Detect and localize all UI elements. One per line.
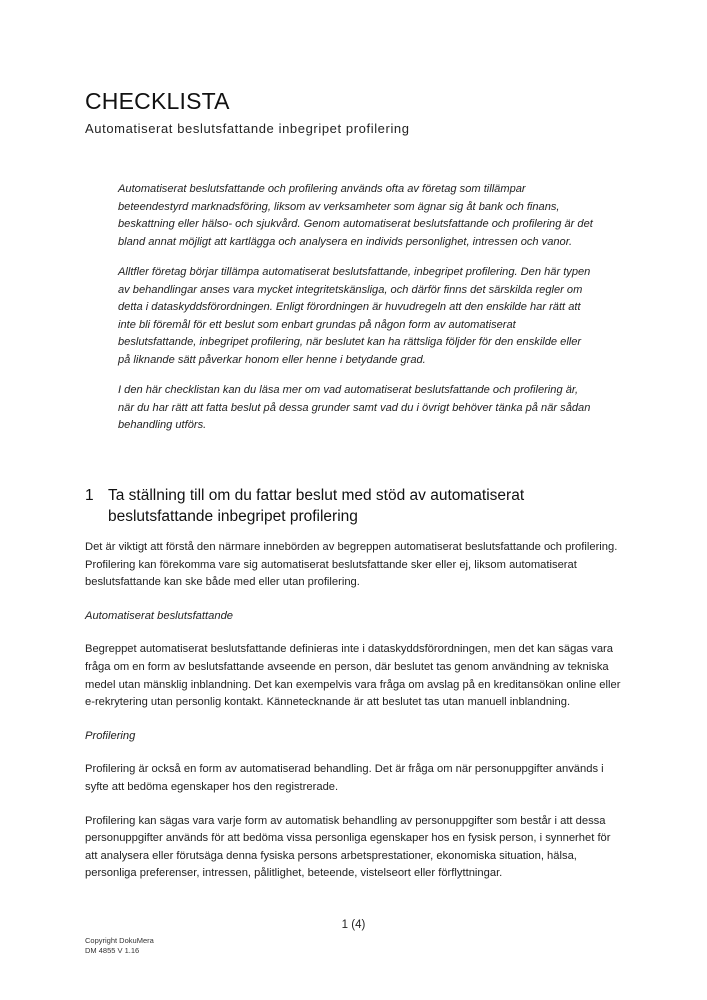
subheading-automatiserat: Automatiserat beslutsfattande [85, 609, 234, 622]
intro-paragraph-1: Automatiserat beslutsfattande och profilering används ofta av företag som tillämpar beteendestyrd marknadsföring, liksom av verksamheter som ägnar sig åt bank och finans, beskattning eller hälso- och sjukvård. Genom automatiserat beslutsfattande och profilering är det bland annat möjligt att kartlägga och analysera en individs personlighet, intressen och vanor. [118, 183, 593, 248]
footer-copyright: Copyright DokuMera [85, 936, 154, 945]
page-subtitle: Automatiserat beslutsfattande inbegripet profilering [85, 121, 410, 136]
section-1-heading [85, 485, 625, 527]
section-1-body [85, 539, 625, 883]
intro-paragraph-2: Alltfler företag börjar tillämpa automatiserat beslutsfattande, inbegripet profilering. Den här typen av behandlingar anses vara mycket integritetskänsliga, och därför finns det särskilda regler om detta i dataskyddsförordningen. Enligt förordningen är huvudregeln att den enskilde har rätt att inte bli föremål för ett beslut som enbart grundas på någon form av automatiserat beslutsfattande, inbegripet profilering, när beslutet kan ha rättsliga följder för den enskilde eller på liknande sätt påverkar honom eller henne i betydande grad. [118, 266, 591, 366]
section-1-paragraph-3: Profilering är också en form av automatiserad behandling. Det är fråga om när personuppgifter används i syfte att bedöma egenskaper hos den registrerade. [85, 763, 604, 793]
intro-paragraph-3: I den här checklistan kan du läsa mer om vad automatiserat beslutsfattande och profilering är, när du har rätt att fatta beslut på dessa grunder samt vad du i övrigt behöver tänka på när sådan behandling utförs. [118, 384, 591, 431]
footer [85, 936, 154, 956]
section-1-number: 1 [85, 487, 94, 504]
section-1-heading-text: Ta ställning till om du fattar beslut med stöd av automatiserat beslutsfattande inbegripet profilering [108, 487, 525, 525]
footer-doc-id: DM 4855 V 1.16 [85, 946, 140, 955]
subheading-profilering: Profilering [85, 729, 136, 742]
page-title: CHECKLISTA [85, 88, 230, 114]
section-1-paragraph-4: Profilering kan sägas vara varje form av automatisk behandling av personuppgifter som består i att dessa personuppgifter används för att bedöma vissa personliga egenskaper hos en fysisk person, i synnerhet för att analysera eller förutsäga denna fysiska persons arbetsprestationer, ekonomiska situation, hälsa, personliga preferenser, intressen, pålitlighet, beteende, vistelseort eller förflyttningar. [85, 814, 611, 880]
page-number: 1 (4) [341, 919, 366, 931]
intro-block [118, 181, 594, 448]
section-1-paragraph-2: Begreppet automatiserat beslutsfattande definieras inte i dataskyddsförordningen, men det kan sägas vara fråga om en form av beslutsfattande avseende en person, där beslutet tas genom användning av tekniska medel utan mänsklig inblandning. Det kan exempelvis vara fråga om avslag på en kreditansökan online eller e-rekrytering utan personlig kontakt. Kännetecknande är att beslutet tas utan manuell inblandning. [85, 643, 621, 709]
section-1-paragraph-1: Det är viktigt att förstå den närmare innebörden av begreppen automatiserat beslutsfattande och profilering. Profilering kan förekomma vare sig automatiserat beslutsfattande sker eller ej, liksom automatiserat beslutsfattande kan ske både med eller utan profilering. [85, 541, 618, 589]
section-1 [85, 485, 625, 899]
